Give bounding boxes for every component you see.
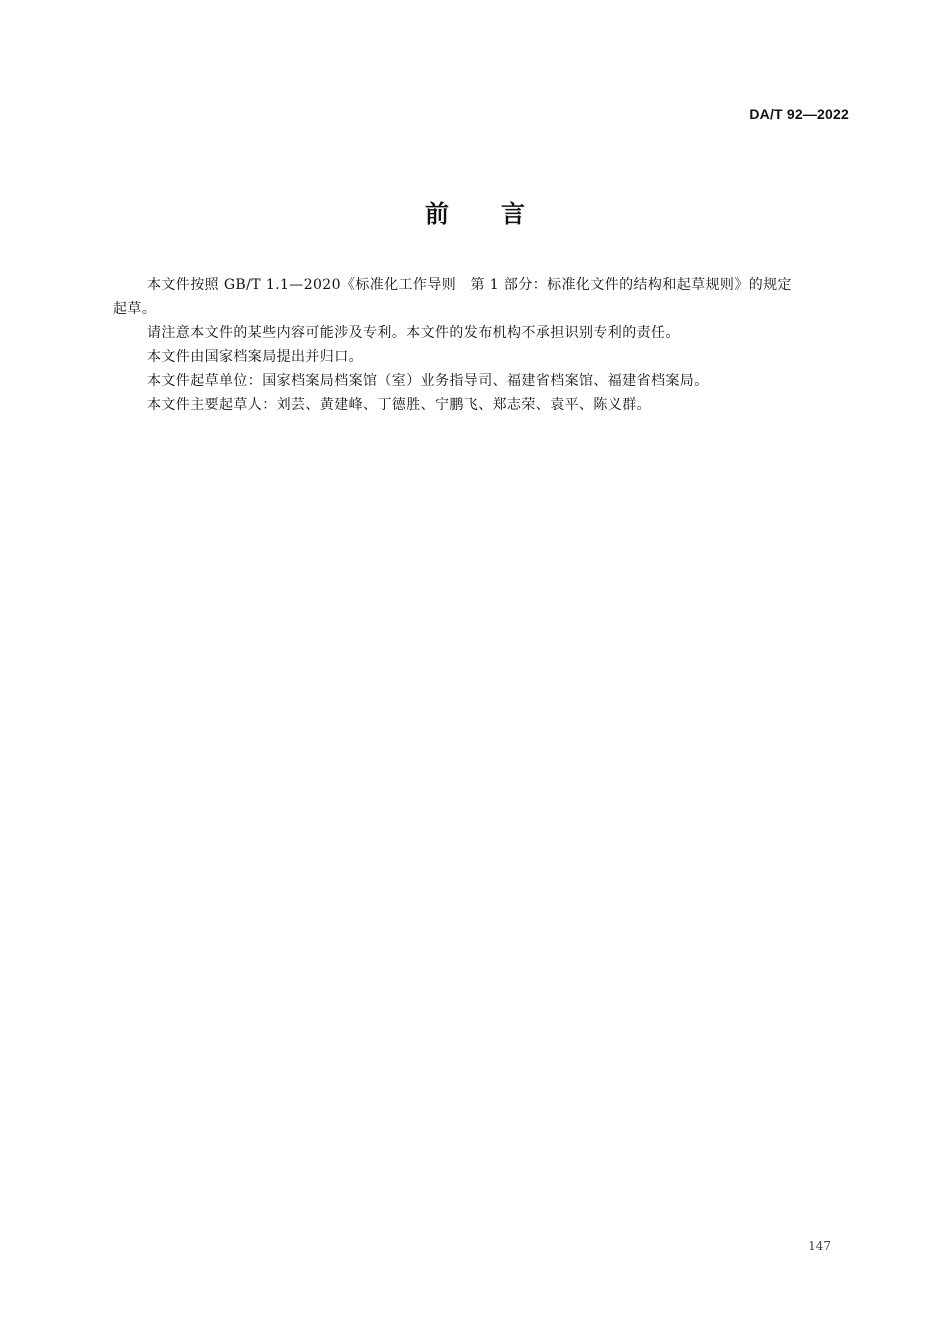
paragraph-drafters: 本文件主要起草人：刘芸、黄建峰、丁德胜、宁鹏飞、郑志荣、袁平、陈义群。 bbox=[147, 397, 651, 413]
paragraph-standard-basis bbox=[113, 273, 849, 321]
document-code: DA/T 92—2022 bbox=[749, 106, 849, 122]
paragraph-line: 起草。 bbox=[113, 301, 157, 317]
section-title: 前言 bbox=[425, 200, 577, 228]
foreword-body bbox=[113, 273, 849, 417]
paragraph-drafting-units: 本文件起草单位：国家档案局档案馆（室）业务指导司、福建省档案馆、福建省档案局。 bbox=[147, 373, 709, 389]
paragraph-line: 本文件按照 GB/T 1.1—2020《标准化工作导则 第 1 部分：标准化文件的结构和起草规则》的规定 bbox=[147, 277, 792, 293]
page-number: 147 bbox=[808, 1239, 831, 1253]
paragraph-proposer: 本文件由国家档案局提出并归口。 bbox=[147, 349, 363, 365]
paragraph-patent-notice: 请注意本文件的某些内容可能涉及专利。本文件的发布机构不承担识别专利的责任。 bbox=[147, 325, 680, 341]
